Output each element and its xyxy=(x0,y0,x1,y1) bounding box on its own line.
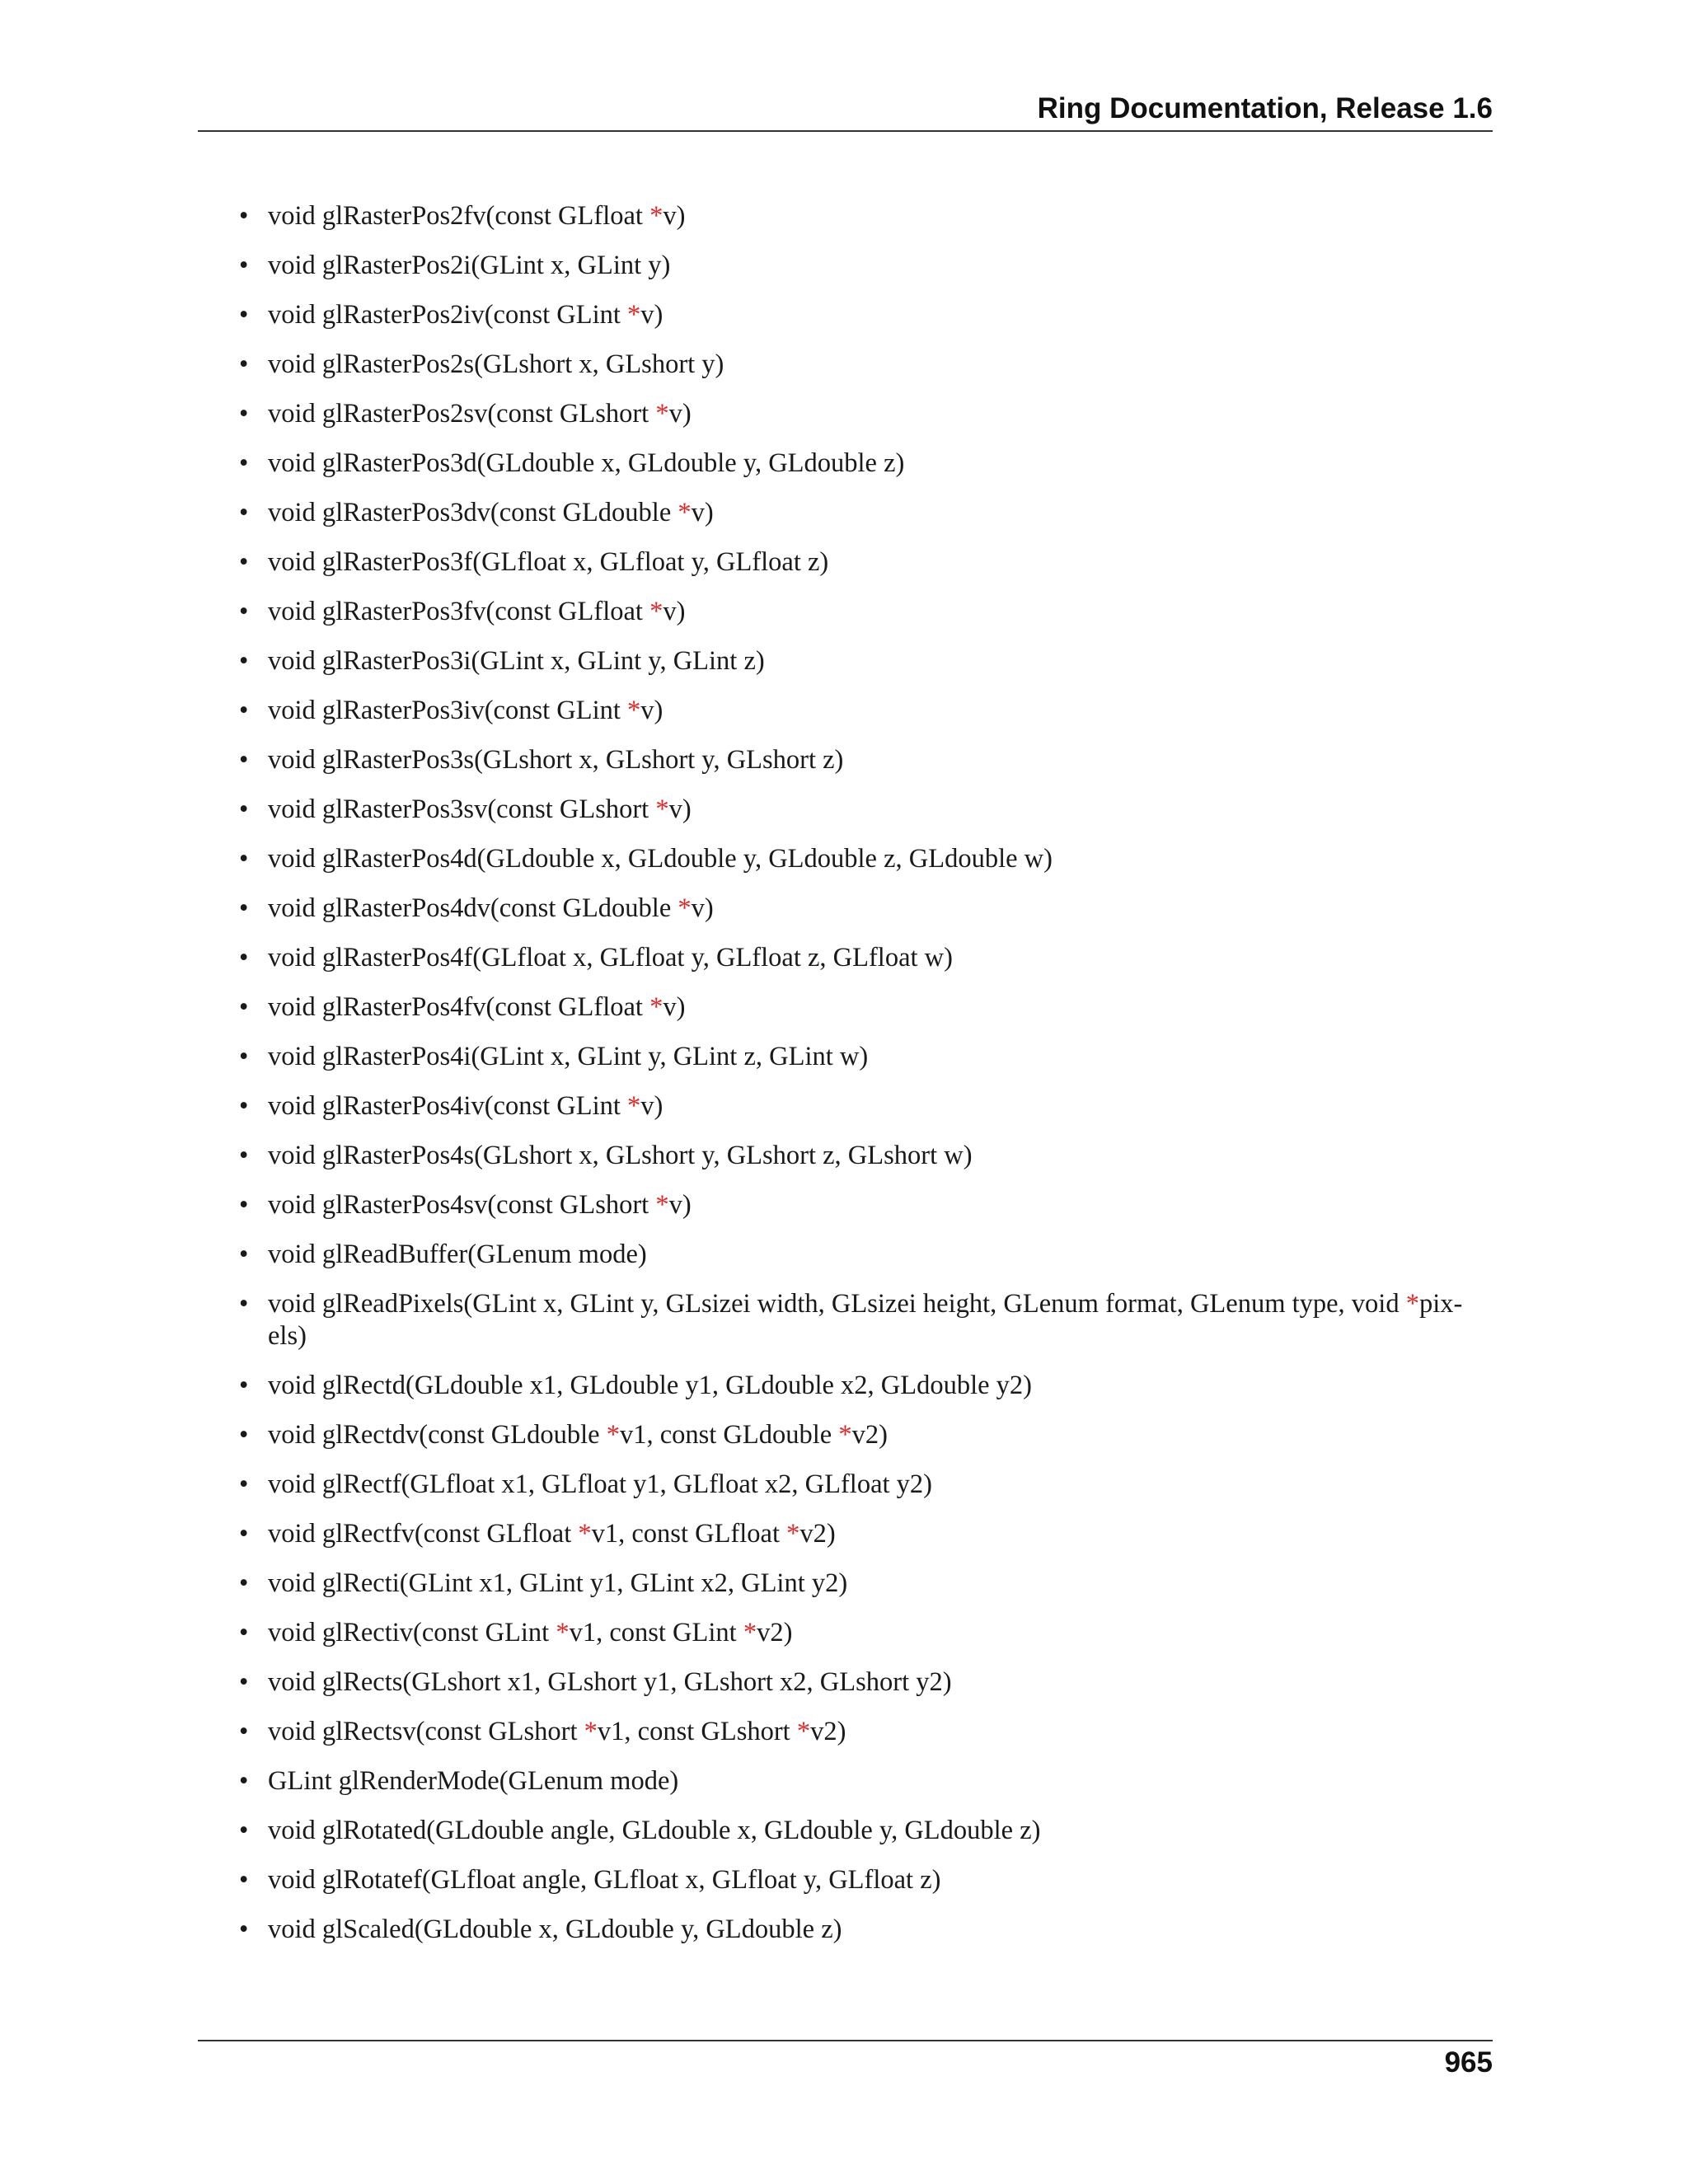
function-signature: void glRasterPos4s(GLshort x, GLshort y, GLshort z, GLshort w) xyxy=(268,1141,973,1170)
list-item xyxy=(239,645,1493,677)
bullet-icon: • xyxy=(239,498,249,527)
bullet-icon: • xyxy=(239,547,249,577)
pointer-star: * xyxy=(655,794,669,824)
function-signature: void glRasterPos3fv(const GLfloat *v) xyxy=(268,597,686,626)
bullet-icon: • xyxy=(239,1667,249,1697)
footer-rule xyxy=(198,2040,1493,2041)
function-signature: void glRasterPos3iv(const GLint *v) xyxy=(268,696,663,725)
bullet-icon: • xyxy=(239,349,249,379)
function-signature: void glScaled(GLdouble x, GLdouble y, GLdouble z) xyxy=(268,1915,842,1944)
pointer-star: * xyxy=(627,696,641,725)
bullet-icon: • xyxy=(239,1240,249,1269)
function-signature: void glRasterPos3sv(const GLshort *v) xyxy=(268,794,692,824)
function-signature: void glRasterPos4fv(const GLfloat *v) xyxy=(268,992,686,1022)
page-header-title: Ring Documentation, Release 1.6 xyxy=(1037,92,1493,124)
list-item xyxy=(239,200,1493,232)
bullet-icon: • xyxy=(239,1289,249,1319)
list-item xyxy=(239,1090,1493,1122)
function-signature: void glRasterPos3i(GLint x, GLint y, GLint z) xyxy=(268,646,765,676)
pointer-star: * xyxy=(649,992,663,1022)
function-signature: void glRects(GLshort x1, GLshort y1, GLshort x2, GLshort y2) xyxy=(268,1667,952,1697)
list-item xyxy=(239,1617,1493,1649)
bullet-icon: • xyxy=(239,1420,249,1450)
bullet-icon: • xyxy=(239,1865,249,1895)
function-list xyxy=(239,200,1493,1963)
bullet-icon: • xyxy=(239,992,249,1022)
list-item xyxy=(239,1140,1493,1172)
bullet-icon: • xyxy=(239,251,249,280)
bullet-icon: • xyxy=(239,745,249,775)
list-item xyxy=(239,546,1493,579)
bullet-icon: • xyxy=(239,1042,249,1071)
pointer-star: * xyxy=(655,399,669,429)
list-item xyxy=(239,1469,1493,1501)
bullet-icon: • xyxy=(239,1618,249,1647)
bullet-icon: • xyxy=(239,201,249,231)
function-signature: void glRasterPos4i(GLint x, GLint y, GLint z, GLint w) xyxy=(268,1042,869,1071)
list-item xyxy=(239,1765,1493,1797)
list-item xyxy=(239,398,1493,430)
function-signature: void glRectiv(const GLint *v1, const GLint *v2) xyxy=(268,1618,793,1647)
bullet-icon: • xyxy=(239,1519,249,1549)
function-signature: void glRectd(GLdouble x1, GLdouble y1, GLdouble x2, GLdouble y2) xyxy=(268,1371,1032,1400)
pointer-star: * xyxy=(786,1519,800,1549)
list-item xyxy=(239,893,1493,925)
list-item xyxy=(239,1666,1493,1699)
function-signature: void glRasterPos2sv(const GLshort *v) xyxy=(268,399,692,429)
pointer-star: * xyxy=(584,1717,598,1746)
pointer-star: * xyxy=(627,300,641,330)
function-signature: void glRasterPos3s(GLshort x, GLshort y, GLshort z) xyxy=(268,745,844,775)
pointer-star: * xyxy=(556,1618,570,1647)
bullet-icon: • xyxy=(239,1371,249,1400)
list-item xyxy=(239,1864,1493,1896)
bullet-icon: • xyxy=(239,1091,249,1121)
header-rule xyxy=(198,130,1493,132)
list-item xyxy=(239,596,1493,628)
bullet-icon: • xyxy=(239,300,249,330)
bullet-icon: • xyxy=(239,1717,249,1746)
function-signature: void glRasterPos3d(GLdouble x, GLdouble y, GLdouble z) xyxy=(268,448,905,478)
list-item xyxy=(239,942,1493,974)
list-item xyxy=(239,1815,1493,1847)
list-item xyxy=(239,349,1493,381)
pointer-star: * xyxy=(678,893,692,923)
list-item xyxy=(239,1189,1493,1221)
list-item xyxy=(239,991,1493,1024)
function-signature: GLint glRenderMode(GLenum mode) xyxy=(268,1766,679,1796)
function-signature: void glRasterPos2i(GLint x, GLint y) xyxy=(268,251,671,280)
pointer-star: * xyxy=(655,1190,669,1220)
list-item xyxy=(239,448,1493,480)
bullet-icon: • xyxy=(239,1141,249,1170)
bullet-icon: • xyxy=(239,1568,249,1598)
pointer-star: * xyxy=(1405,1289,1419,1319)
bullet-icon: • xyxy=(239,696,249,725)
bullet-icon: • xyxy=(239,1915,249,1944)
pointer-star: * xyxy=(678,498,692,527)
bullet-icon: • xyxy=(239,399,249,429)
function-signature: void glRasterPos4d(GLdouble x, GLdouble y, GLdouble z, GLdouble w) xyxy=(268,844,1053,874)
list-item xyxy=(239,1716,1493,1748)
pointer-star: * xyxy=(627,1091,641,1121)
pointer-star: * xyxy=(743,1618,757,1647)
pointer-star: * xyxy=(649,201,663,231)
bullet-icon: • xyxy=(239,1816,249,1845)
list-item xyxy=(239,497,1493,529)
function-signature: void glRectsv(const GLshort *v1, const GLshort *v2) xyxy=(268,1717,846,1746)
pointer-star: * xyxy=(606,1420,620,1450)
list-item xyxy=(239,299,1493,331)
bullet-icon: • xyxy=(239,448,249,478)
list-item xyxy=(239,1239,1493,1271)
function-signature: void glRasterPos2s(GLshort x, GLshort y) xyxy=(268,349,724,379)
list-item xyxy=(239,1419,1493,1451)
function-signature: void glRasterPos4f(GLfloat x, GLfloat y, GLfloat z, GLfloat w) xyxy=(268,943,953,972)
function-signature: void glReadPixels(GLint x, GLint y, GLsizei width, GLsizei height, GLenum format, GLenum type, void *pix-els) xyxy=(268,1289,1463,1351)
function-signature: void glRotated(GLdouble angle, GLdouble x, GLdouble y, GLdouble z) xyxy=(268,1816,1041,1845)
bullet-icon: • xyxy=(239,1190,249,1220)
list-item xyxy=(239,794,1493,826)
function-signature: void glRecti(GLint x1, GLint y1, GLint x2, GLint y2) xyxy=(268,1568,848,1598)
list-item xyxy=(239,843,1493,875)
function-signature: void glRectdv(const GLdouble *v1, const GLdouble *v2) xyxy=(268,1420,888,1450)
list-item xyxy=(239,1914,1493,1946)
list-item xyxy=(239,250,1493,282)
page-number: 965 xyxy=(1444,2046,1493,2079)
function-signature: void glRectf(GLfloat x1, GLfloat y1, GLfloat x2, GLfloat y2) xyxy=(268,1469,932,1499)
function-signature: void glRasterPos4iv(const GLint *v) xyxy=(268,1091,663,1121)
pointer-star: * xyxy=(838,1420,852,1450)
list-item xyxy=(239,1288,1493,1352)
function-signature: void glRasterPos3f(GLfloat x, GLfloat y, GLfloat z) xyxy=(268,547,829,577)
pointer-star: * xyxy=(649,597,663,626)
function-signature: void glReadBuffer(GLenum mode) xyxy=(268,1240,647,1269)
function-signature: void glRasterPos4dv(const GLdouble *v) xyxy=(268,893,714,923)
bullet-icon: • xyxy=(239,597,249,626)
function-signature: void glRasterPos3dv(const GLdouble *v) xyxy=(268,498,714,527)
function-signature: void glRasterPos2iv(const GLint *v) xyxy=(268,300,663,330)
function-signature: void glRasterPos4sv(const GLshort *v) xyxy=(268,1190,692,1220)
bullet-icon: • xyxy=(239,646,249,676)
list-item xyxy=(239,1518,1493,1550)
pointer-star: * xyxy=(796,1717,811,1746)
bullet-icon: • xyxy=(239,844,249,874)
list-item xyxy=(239,1370,1493,1402)
function-signature: void glRasterPos2fv(const GLfloat *v) xyxy=(268,201,686,231)
function-signature: void glRectfv(const GLfloat *v1, const GLfloat *v2) xyxy=(268,1519,836,1549)
pointer-star: * xyxy=(578,1519,592,1549)
list-item xyxy=(239,1568,1493,1600)
bullet-icon: • xyxy=(239,1469,249,1499)
list-item xyxy=(239,1041,1493,1073)
bullet-icon: • xyxy=(239,943,249,972)
list-item xyxy=(239,695,1493,727)
list-item xyxy=(239,744,1493,776)
bullet-icon: • xyxy=(239,1766,249,1796)
bullet-icon: • xyxy=(239,794,249,824)
bullet-icon: • xyxy=(239,893,249,923)
function-signature: void glRotatef(GLfloat angle, GLfloat x, GLfloat y, GLfloat z) xyxy=(268,1865,941,1895)
